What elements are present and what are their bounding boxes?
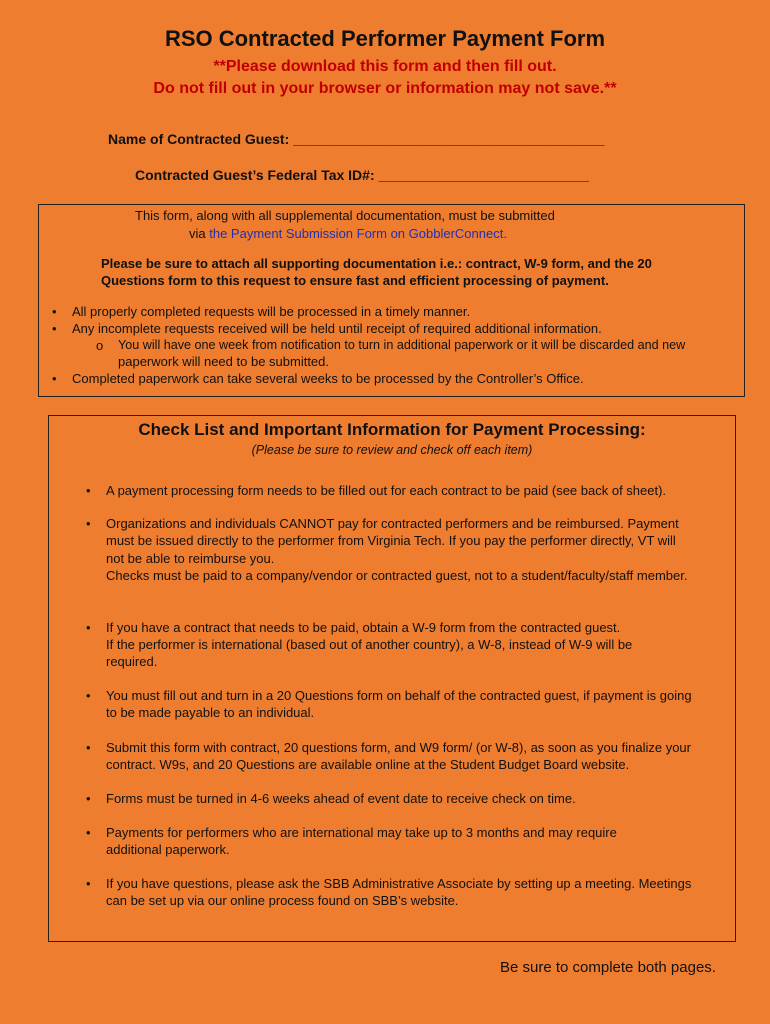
checklist-subheading: (Please be sure to review and check off each item) xyxy=(251,443,533,457)
info-bullet-2: Any incomplete requests received will be held until receipt of required additional information. xyxy=(72,321,602,336)
info-sub-bullet-line1: You will have one week from notification to turn in additional paperwork or it will be discarded and new xyxy=(118,338,686,352)
footer-note: Be sure to complete both pages. xyxy=(500,959,716,976)
download-warning-line2: Do not fill out in your browser or information may not save.** xyxy=(153,80,617,97)
bullet-icon: • xyxy=(86,688,91,703)
bullet-icon: • xyxy=(86,516,91,531)
checklist-item: A payment processing form needs to be filled out for each contract to be paid (see back of sheet). xyxy=(106,483,667,498)
bullet-icon: • xyxy=(86,876,91,891)
bullet-icon: • xyxy=(52,321,57,336)
checklist-item: Submit this form with contract, 20 questions form, and W9 form/ (or W-8), as soon as you finalize your contract. W9s, and 20 Questions are available online at the Student Budget Board website. xyxy=(106,740,691,773)
tax-id-field[interactable]: Contracted Guest’s Federal Tax ID#: ___________________________ xyxy=(135,167,589,183)
checklist-item: If you have questions, please ask the SBB Administrative Associate by setting up a meeting. Meetings can be set up via our online process found on SBB’s website. xyxy=(106,876,692,909)
bullet-icon: • xyxy=(86,620,91,635)
attach-docs-line2: Questions form to this request to ensure fast and efficient processing of payment. xyxy=(101,273,609,288)
bullet-icon: • xyxy=(52,371,57,386)
bullet-icon: • xyxy=(86,791,91,806)
checklist-item: Forms must be turned in 4-6 weeks ahead of event date to receive check on time. xyxy=(106,791,576,806)
bullet-icon: • xyxy=(86,483,91,498)
form-title: RSO Contracted Performer Payment Form xyxy=(164,26,606,51)
info-sub-bullet-line2: paperwork will need to be submitted. xyxy=(118,354,330,369)
checklist-heading: Check List and Important Information for Payment Processing: xyxy=(138,420,646,439)
checklist-item: You must fill out and turn in a 20 Questions form on behalf of the contracted guest, if payment is going to be made payable to an individual. xyxy=(106,688,692,721)
sub-bullet-marker: o xyxy=(96,338,104,353)
submission-info-line2 xyxy=(189,226,507,241)
checklist-item: Organizations and individuals CANNOT pay for contracted performers and be reimbursed. Payment must be issued directly to the performer from Virginia Tech. If you pay the performer directly, VT will not be able to reimburse you. xyxy=(106,516,679,566)
guest-name-field[interactable]: Name of Contracted Guest: ________________________________________ xyxy=(108,131,605,147)
bullet-icon: • xyxy=(86,740,91,755)
bullet-icon: • xyxy=(52,304,57,319)
info-bullet-1: All properly completed requests will be processed in a timely manner. xyxy=(72,304,471,319)
attach-docs-line1: Please be sure to attach all supporting documentation i.e.: contract, W-9 form, and the 20 xyxy=(101,256,652,271)
checklist-item: Checks must be paid to a company/vendor or contracted guest, not to a student/faculty/staff member. xyxy=(106,568,688,583)
checklist-item: If the performer is international (based out of another country), a W-8, instead of W-9 will be required. xyxy=(106,637,633,670)
bullet-icon: • xyxy=(86,825,91,840)
submission-info-line1: This form, along with all supplemental documentation, must be submitted xyxy=(135,208,555,223)
gobblerconnect-link[interactable]: the Payment Submission Form on GobblerConnect. xyxy=(209,226,507,241)
download-warning-line1: **Please download this form and then fill out. xyxy=(213,58,557,75)
checklist-item: Payments for performers who are international may take up to 3 months and may require additional paperwork. xyxy=(106,825,617,858)
submission-info-prefix: via xyxy=(189,226,210,241)
checklist-item: If you have a contract that needs to be paid, obtain a W-9 form from the contracted guest. xyxy=(106,620,621,635)
info-bullet-3: Completed paperwork can take several weeks to be processed by the Controller’s Office. xyxy=(72,371,584,386)
